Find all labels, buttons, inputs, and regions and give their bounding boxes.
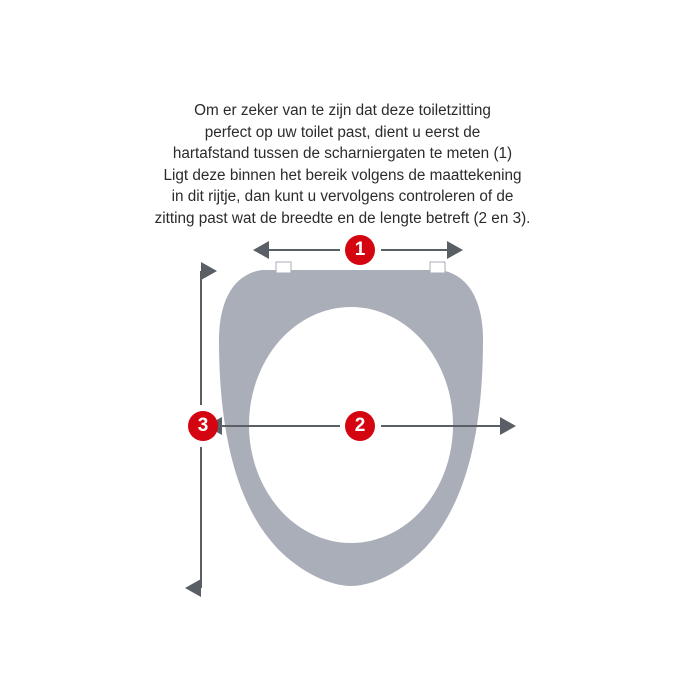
instructions-line-1: Om er zeker van te zijn dat deze toiletzitting [194,102,491,119]
instructions-line-2: perfect op uw toilet past, dient u eerst de [204,123,481,141]
instructions-line-4: Ligt deze binnen het bereik volgens de maattekening [163,166,522,184]
instructions-line-3: hartafstand tussen de scharniergaten te meten (1) [172,145,513,162]
hinge-hole-left [276,262,291,273]
badge-hinge-distance: 1 [345,235,375,265]
hinge-hole-right [430,262,445,273]
badge-length: 3 [188,411,218,441]
instructions-line-6: zitting past wat de breedte en de lengte betreft (2 en 3). [154,209,531,227]
instructions-line-5: in dit rijtje, dan kunt u vervolgens controleren of de [171,188,514,205]
badge-width: 2 [345,411,375,441]
